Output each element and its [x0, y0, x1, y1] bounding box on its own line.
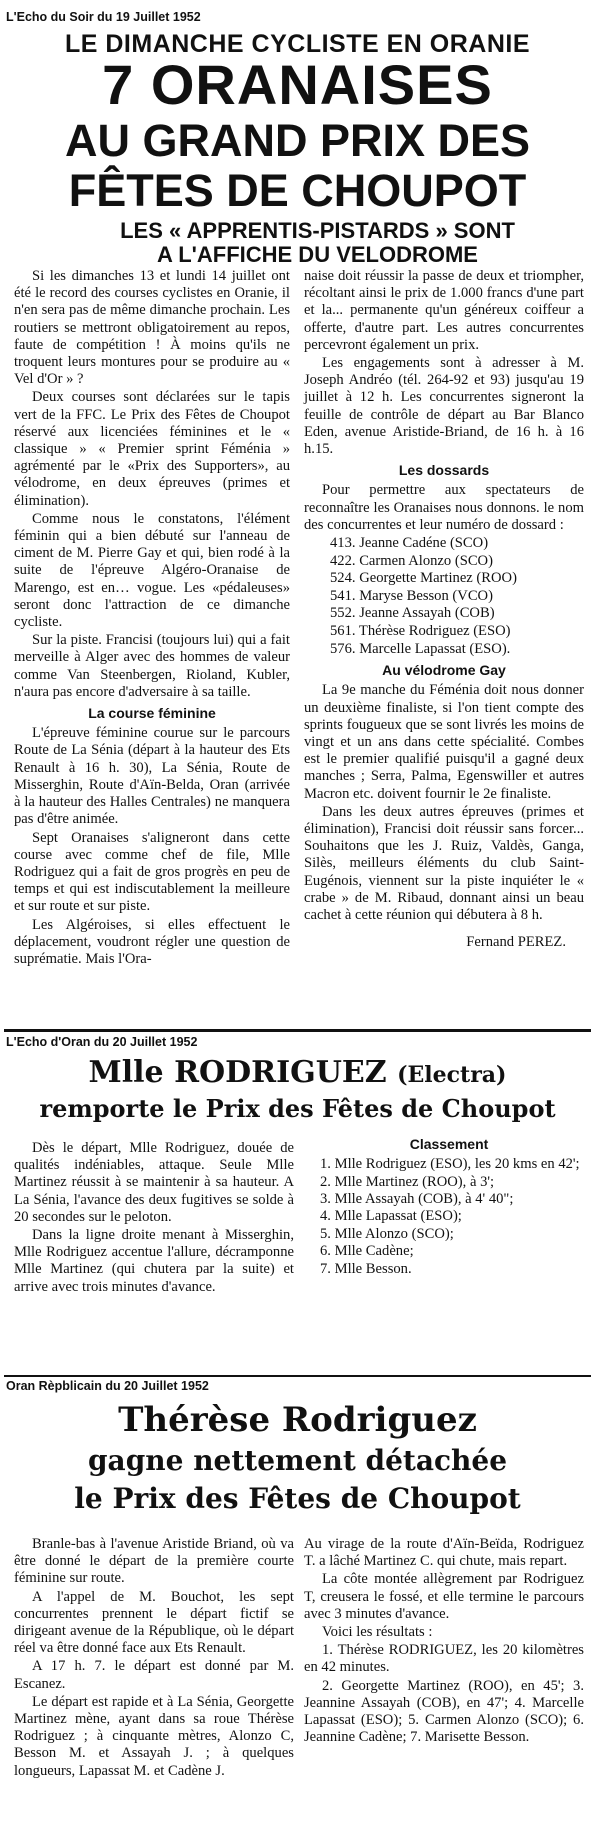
paragraph: A l'appel de M. Bouchot, les sept concurrentes prennent le départ fictif se dirigeant avenue de la République, où le départ réel va être donné face aux Ets Renault.: [14, 1588, 294, 1657]
paragraph: Dans les deux autres épreuves (primes et élimination), Francisi doit réussir sans forcer... Souhaitons que les J. Ruiz, Valdès, Ganga, Silès, meilleurs éléments du club Saint-Eugénois, viennent sur la piste inquiéter le « crabe » de M. Ribaud, donnant ainsi un beau cachet à cette réunion qui débutera à 8 h.: [304, 803, 584, 924]
section-title-velodrome: Au vélodrome Gay: [382, 662, 506, 679]
paragraph: Comme nous le constatons, l'élément féminin qui a bien débuté sur l'anneau de ciment de M. Pierre Gay et qui, bien rodé à la suite de l'épreuve Algéro-Oranaise de Marengo, est en… vogue. Les «pédaleuses» seront donc l'attraction de ce dimanche cycliste.: [14, 510, 290, 631]
section-title-course-feminine: La course féminine: [88, 705, 216, 722]
article3-headline-line-2: gagne nettement détachée: [87, 1444, 508, 1477]
paragraph: Dès le départ, Mlle Rodriguez, douée de qualités indéniables, attaque. Seule Mlle Martinez réussit à se maintenir à sa hauteur. A La Sénia, l'avance des deux fugitives se solde à 20 secondes sur le peloton.: [14, 1140, 294, 1225]
paragraph: naise doit réussir la passe de deux et triompher, récoltant ainsi le prix de 1.000 francs d'une part et la... permanente qu'un généreux coiffeur a offerte, d'autre part. Les autres concurrentes percevront également un prix.: [304, 268, 584, 353]
list-item: 4. Mlle Lapassat (ESO);: [320, 1208, 462, 1225]
source-line-echo-du-soir: L'Echo du Soir du 19 Juillet 1952: [6, 10, 201, 24]
section-title-dossards: Les dossards: [398, 462, 490, 479]
article3-left-column: [14, 1536, 294, 1781]
article3-headline-line-1: Thérèse Rodriguez: [118, 1400, 477, 1440]
article2-right-column: [314, 1136, 584, 1278]
paragraph: Sept Oranaises s'aligneront dans cette course avec comme chef de file, Mlle Rodriguez qui a fait de gros progrès en peu de temps et qui est indiscutablement la meilleure et sur route et sur piste.: [14, 829, 290, 915]
paragraph: La 9e manche du Féménia doit nous donner un deuxième finaliste, si l'on tient compte des sprints fougueux que se sont livrés les moins de vingt et un ans dans cette spécialité. Combes est le premier qualifié puisqu'il a gagné deux manches ; Serra, Palma, Egenswiller et autres Macron etc. doivent fournir le 2e finaliste.: [304, 682, 584, 802]
paragraph: Deux courses sont déclarées sur le tapis vert de la FFC. Le Prix des Fêtes de Choupot réservé aux licenciées féminines et le « classique » « Premier sprint Féménia » agrémenté par le «Prix des Supporters», au vélodrome, en deux épreuves (primes et élimination).: [14, 389, 290, 509]
section-divider: [4, 1375, 591, 1377]
subhead-line-1: LES « APPRENTIS-PISTARDS » SONT: [120, 218, 515, 243]
list-item: 413. Jeanne Cadéne (SCO): [330, 535, 489, 552]
list-item: 524. Georgette Martinez (ROO): [330, 570, 517, 587]
paragraph: Branle-bas à l'avenue Aristide Briand, où va être donné le départ de la première courte féminine sur route.: [14, 1536, 294, 1587]
paragraph: Sur la piste. Francisi (toujours lui) qui a fait merveille à Alger avec des hommes de valeur comme Van Steenbergen, Rioland, Kubler, n'aura pas encore d'adversaire à sa taille.: [14, 632, 290, 700]
classement-list: [314, 1156, 584, 1278]
paragraph: Les Algéroises, si elles effectuent le déplacement, voudront régler une question de suprématie. Mais l'Ora-: [14, 916, 290, 967]
headline-line-3: FÊTES DE CHOUPOT: [68, 165, 527, 216]
paragraph: Au virage de la route d'Aïn-Beïda, Rodriguez T. a lâché Martinez C. qui chute, mais repart.: [304, 1536, 584, 1570]
headline-club: (Electra): [397, 1062, 507, 1088]
paragraph: La côte montée allègrement par Rodriguez T, creusera le fossé, et elle termine le parcours avec 3 minutes d'avance.: [304, 1571, 584, 1622]
list-item: 5. Mlle Alonzo (SCO);: [320, 1225, 454, 1242]
list-item: 422. Carmen Alonzo (SCO): [330, 552, 493, 569]
source-line-oran-republicain: Oran Rèpblicain du 20 Juillet 1952: [6, 1379, 209, 1393]
paragraph: Pour permettre aux spectateurs de reconnaître les Oranaises nous donnons. le nom des concurrentes et leur numéro de dossard :: [304, 482, 584, 533]
article2-headline-line-2: remporte le Prix des Fêtes de Choupot: [39, 1094, 556, 1123]
paragraph: Le départ est rapide et à La Sénia, Georgette Martinez mène, ayant dans sa roue Thérèse Rodriguez ; à cinquante mètres, Alonzo C, Besson M. et Assayah J. ; à quelques longueurs, Lapassat M. et Cadène J.: [14, 1693, 294, 1779]
list-item: 2. Mlle Martinez (ROO), à 3';: [320, 1173, 495, 1190]
list-item: 576. Marcelle Lapassat (ESO).: [330, 640, 511, 657]
paragraph: Dans la ligne droite menant à Misserghin, Mlle Rodriguez accentue l'allure, décramponne Mlle Martinez (qui chutera par la suite) et arrive avec trois minutes d'avance.: [14, 1227, 294, 1295]
signature: Fernand PEREZ.: [466, 934, 566, 951]
article2-headline-line-1: [0, 1055, 595, 1090]
dossard-list: [304, 535, 584, 658]
list-item: 1. Mlle Rodriguez (ESO), les 20 kms en 42';: [320, 1156, 580, 1173]
paragraph: Si les dimanches 13 et lundi 14 juillet ont été le record des courses cyclistes en Oranie, il n'en sera pas de même dimanche prochain. Les routiers se mettront obligatoirement au repos, faute de compétition ! À moins qu'ils ne troquent leurs montures pour se produire au « Vel d'Or » ?: [14, 268, 290, 388]
paragraph: A 17 h. 7. le départ est donné par M. Escanez.: [14, 1658, 294, 1692]
list-item: 7. Mlle Besson.: [320, 1260, 412, 1277]
article2-left-column: [14, 1140, 294, 1297]
list-item: 552. Jeanne Assayah (COB): [330, 605, 495, 622]
article1-left-column: [14, 268, 290, 969]
paragraph: Les engagements sont à adresser à M. Joseph Andréo (tél. 264-92 et 93) jusqu'au 19 juillet à 12 h. Les concurrentes signeront la feuille de contrôle de départ au Bar Blanco Eden, avenue Aristide-Briand, de 16 h. à 16 h.15.: [304, 355, 584, 458]
classement-title: Classement: [409, 1136, 489, 1152]
section-divider: [4, 1029, 591, 1032]
list-item: 561. Thérèse Rodriguez (ESO): [330, 623, 511, 640]
paragraph: 2. Georgette Martinez (ROO), en 45'; 3. Jeannine Assayah (COB), en 47'; 4. Marcelle Lapassat (ESO); 5. Carmen Alonzo (SCO); 6. Jeannine Cadène; 7. Marisette Besson.: [304, 1677, 584, 1746]
list-item: 3. Mlle Assayah (COB), à 4' 40";: [320, 1191, 514, 1208]
paragraph: 1. Thérèse RODRIGUEZ, les 20 kilomètres en 42 minutes.: [304, 1642, 584, 1676]
subhead-line-2: A L'AFFICHE DU VELODROME: [157, 242, 478, 267]
list-item: 541. Maryse Besson (VCO): [330, 587, 493, 604]
kicker: LE DIMANCHE CYCLISTE EN ORANIE: [64, 30, 531, 58]
paragraph: Voici les résultats :: [322, 1624, 433, 1641]
headline-line-1: 7 ORANAISES: [102, 53, 493, 116]
source-line-echo-d-oran: L'Echo d'Oran du 20 Juillet 1952: [6, 1035, 198, 1049]
headline-line-2: AU GRAND PRIX DES: [64, 115, 531, 166]
list-item: 6. Mlle Cadène;: [320, 1243, 414, 1260]
article3-right-column: [304, 1536, 584, 1747]
headline-name: Mlle RODRIGUEZ: [88, 1055, 387, 1090]
article1-right-column: [304, 268, 584, 952]
paragraph: L'épreuve féminine courue sur le parcours Route de La Sénia (départ à la hauteur des Ets Renault à 16 h. 30), La Sénia, Route de Misserghin, Route d'Aïn-Belda, Oran (arrivée à la hauteur des Halles Centrales) ne manquera pas d'être animée.: [14, 725, 290, 828]
article3-headline-line-3: le Prix des Fêtes de Choupot: [74, 1482, 521, 1515]
